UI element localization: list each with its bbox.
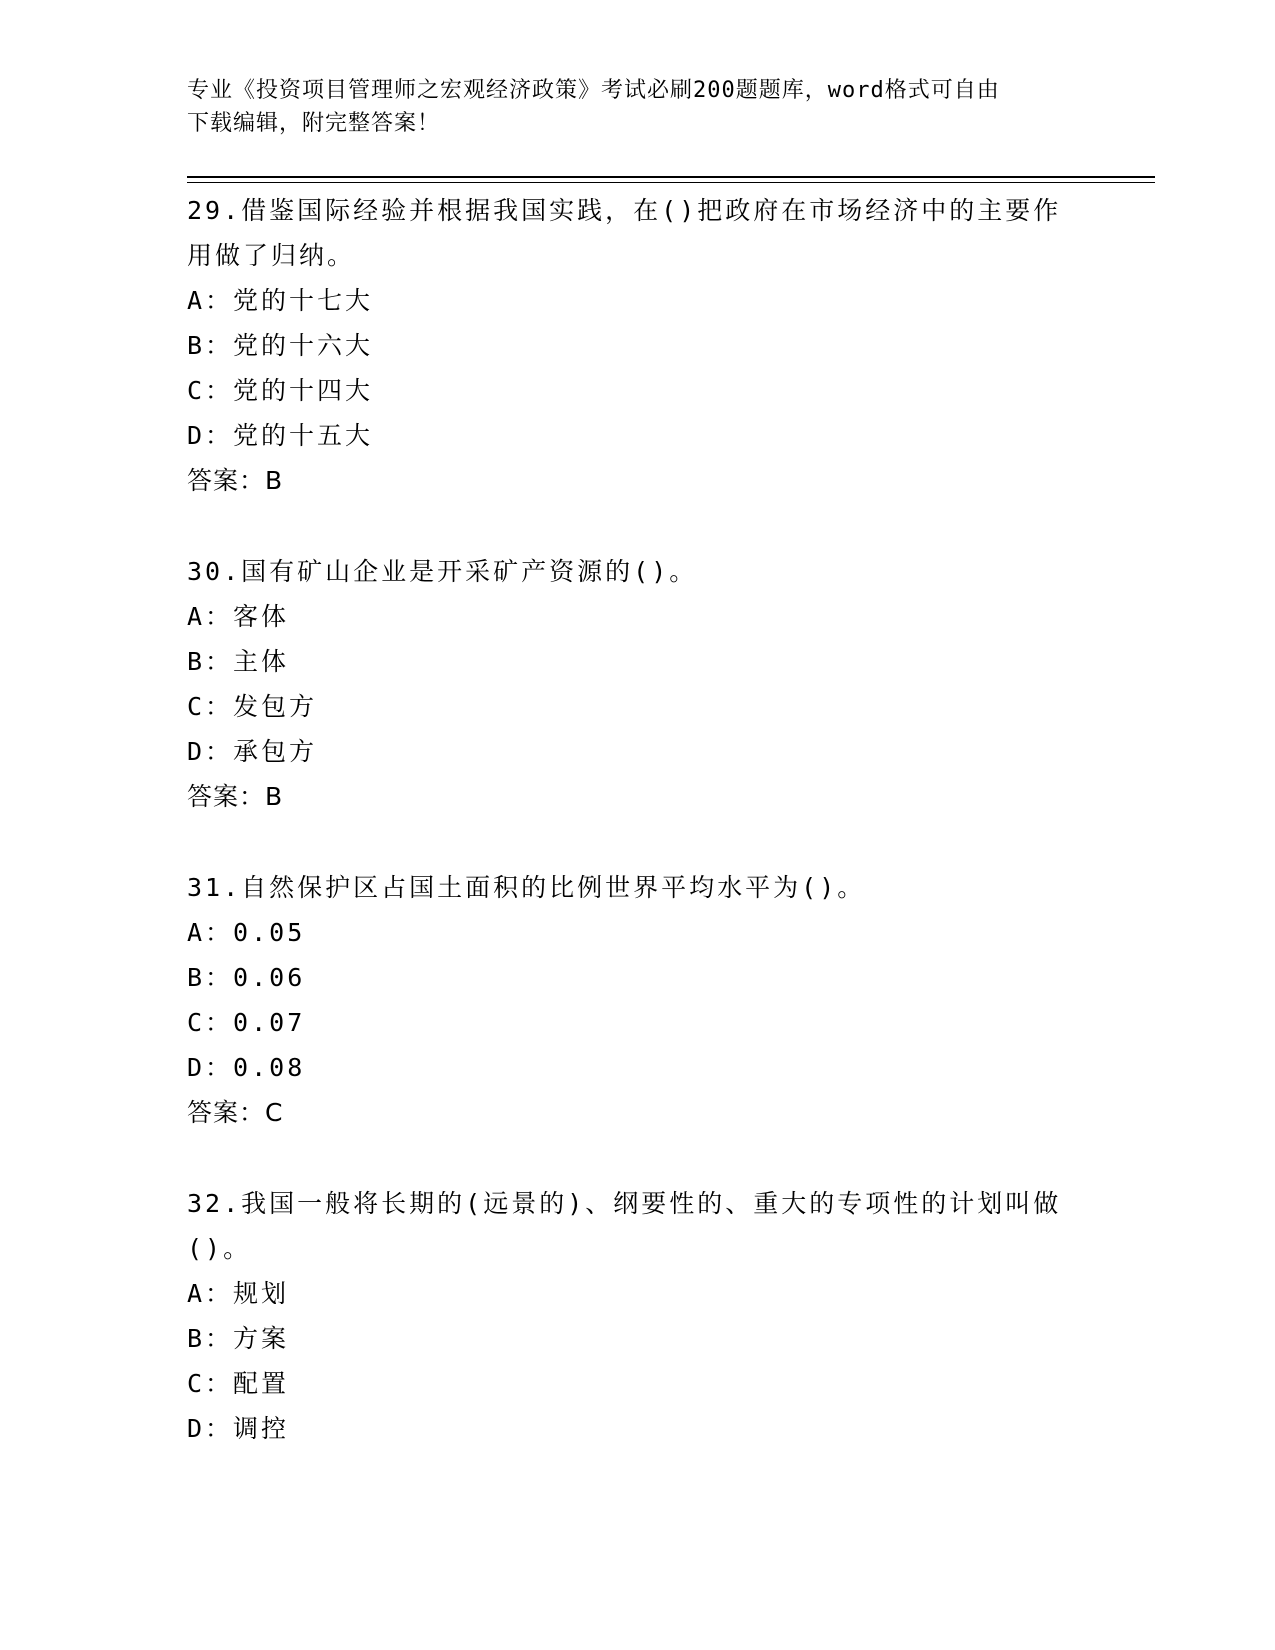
header-divider-top — [187, 176, 1155, 178]
option-c: C：配置 — [187, 1369, 290, 1398]
question-31 — [187, 865, 1087, 1136]
option-a: A：0.05 — [187, 918, 306, 947]
answer: 答案：C — [187, 1098, 284, 1127]
option-b: B：主体 — [187, 647, 290, 676]
header-line-2: 下载编辑，附完整答案！ — [187, 111, 441, 136]
option-b: B：方案 — [187, 1324, 290, 1353]
question-title: 31.自然保护区占国土面积的比例世界平均水平为()。 — [187, 873, 866, 902]
option-b: B：党的十六大 — [187, 331, 374, 360]
option-a: A：规划 — [187, 1279, 290, 1308]
option-d: D：0.08 — [187, 1053, 306, 1082]
question-32 — [187, 1181, 1087, 1451]
option-d: D：调控 — [187, 1414, 290, 1443]
option-c: C：0.07 — [187, 1008, 306, 1037]
option-b: B：0.06 — [187, 963, 306, 992]
header-line-1: 专业《投资项目管理师之宏观经济政策》考试必刷200题题库，word格式可自由 — [187, 78, 1000, 103]
answer: 答案：B — [187, 466, 284, 495]
option-c: C：发包方 — [187, 692, 318, 721]
question-29 — [187, 188, 1087, 504]
option-a: A：客体 — [187, 602, 290, 631]
option-c: C：党的十四大 — [187, 376, 374, 405]
option-d: D：党的十五大 — [187, 421, 374, 450]
question-title: 32.我国一般将长期的(远景的)、纲要性的、重大的专项性的计划叫做 ()。 — [187, 1189, 1062, 1263]
question-title: 29.借鉴国际经验并根据我国实践，在()把政府在市场经济中的主要作 用做了归纳。 — [187, 196, 1062, 270]
question-30 — [187, 549, 1087, 820]
header-divider-bottom — [187, 182, 1155, 183]
question-list — [187, 188, 1087, 1496]
answer: 答案：B — [187, 782, 284, 811]
document-header — [187, 74, 1067, 140]
option-d: D：承包方 — [187, 737, 318, 766]
question-title: 30.国有矿山企业是开采矿产资源的()。 — [187, 557, 698, 586]
option-a: A：党的十七大 — [187, 286, 374, 315]
